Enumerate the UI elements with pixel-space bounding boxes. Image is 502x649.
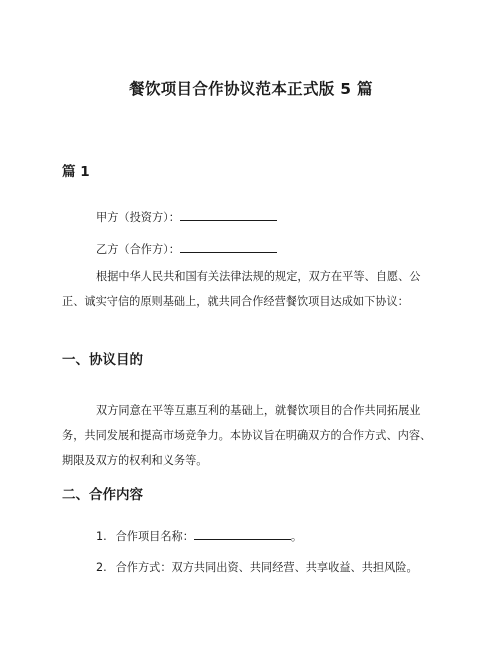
list-item: [96, 560, 418, 576]
section-heading-content: 二、合作内容: [62, 487, 143, 503]
party-b-line: [96, 241, 277, 258]
party-b-label: 乙方（合作方）：: [96, 243, 180, 256]
party-a-label: 甲方（投资方）：: [96, 211, 180, 224]
project-name-blank: [194, 528, 291, 540]
party-a-line: [96, 209, 277, 226]
section-heading-purpose: 一、协议目的: [62, 352, 143, 368]
preamble-paragraph: 根据中华人民共和国有关法律法规的规定，双方在平等、自愿、公正、诚实守信的原则基础上，就共同合作经营餐饮项目达成如下协议：: [62, 270, 421, 308]
part-heading: 篇 1: [62, 164, 90, 180]
project-name-label: 合作项目名称：: [115, 530, 194, 543]
purpose-paragraph: 双方同意在平等互惠互利的基础上，就餐饮项目的合作共同拓展业务，共同发展和提高市场竞争力。本协议旨在明确双方的合作方式、内容、期限及双方的权利和义务等。: [62, 404, 432, 467]
list-item-suffix: 。: [290, 530, 303, 543]
cooperation-method-text: 合作方式：双方共同出资、共同经营、共享收益、共担风险。: [115, 561, 418, 574]
document-title: 餐饮项目合作协议范本正式版 5 篇: [129, 80, 373, 98]
party-b-blank: [180, 241, 277, 253]
list-item: [96, 528, 302, 545]
party-a-blank: [180, 209, 277, 221]
list-item-number: 2.: [96, 561, 107, 574]
list-item-number: 1.: [96, 530, 107, 543]
